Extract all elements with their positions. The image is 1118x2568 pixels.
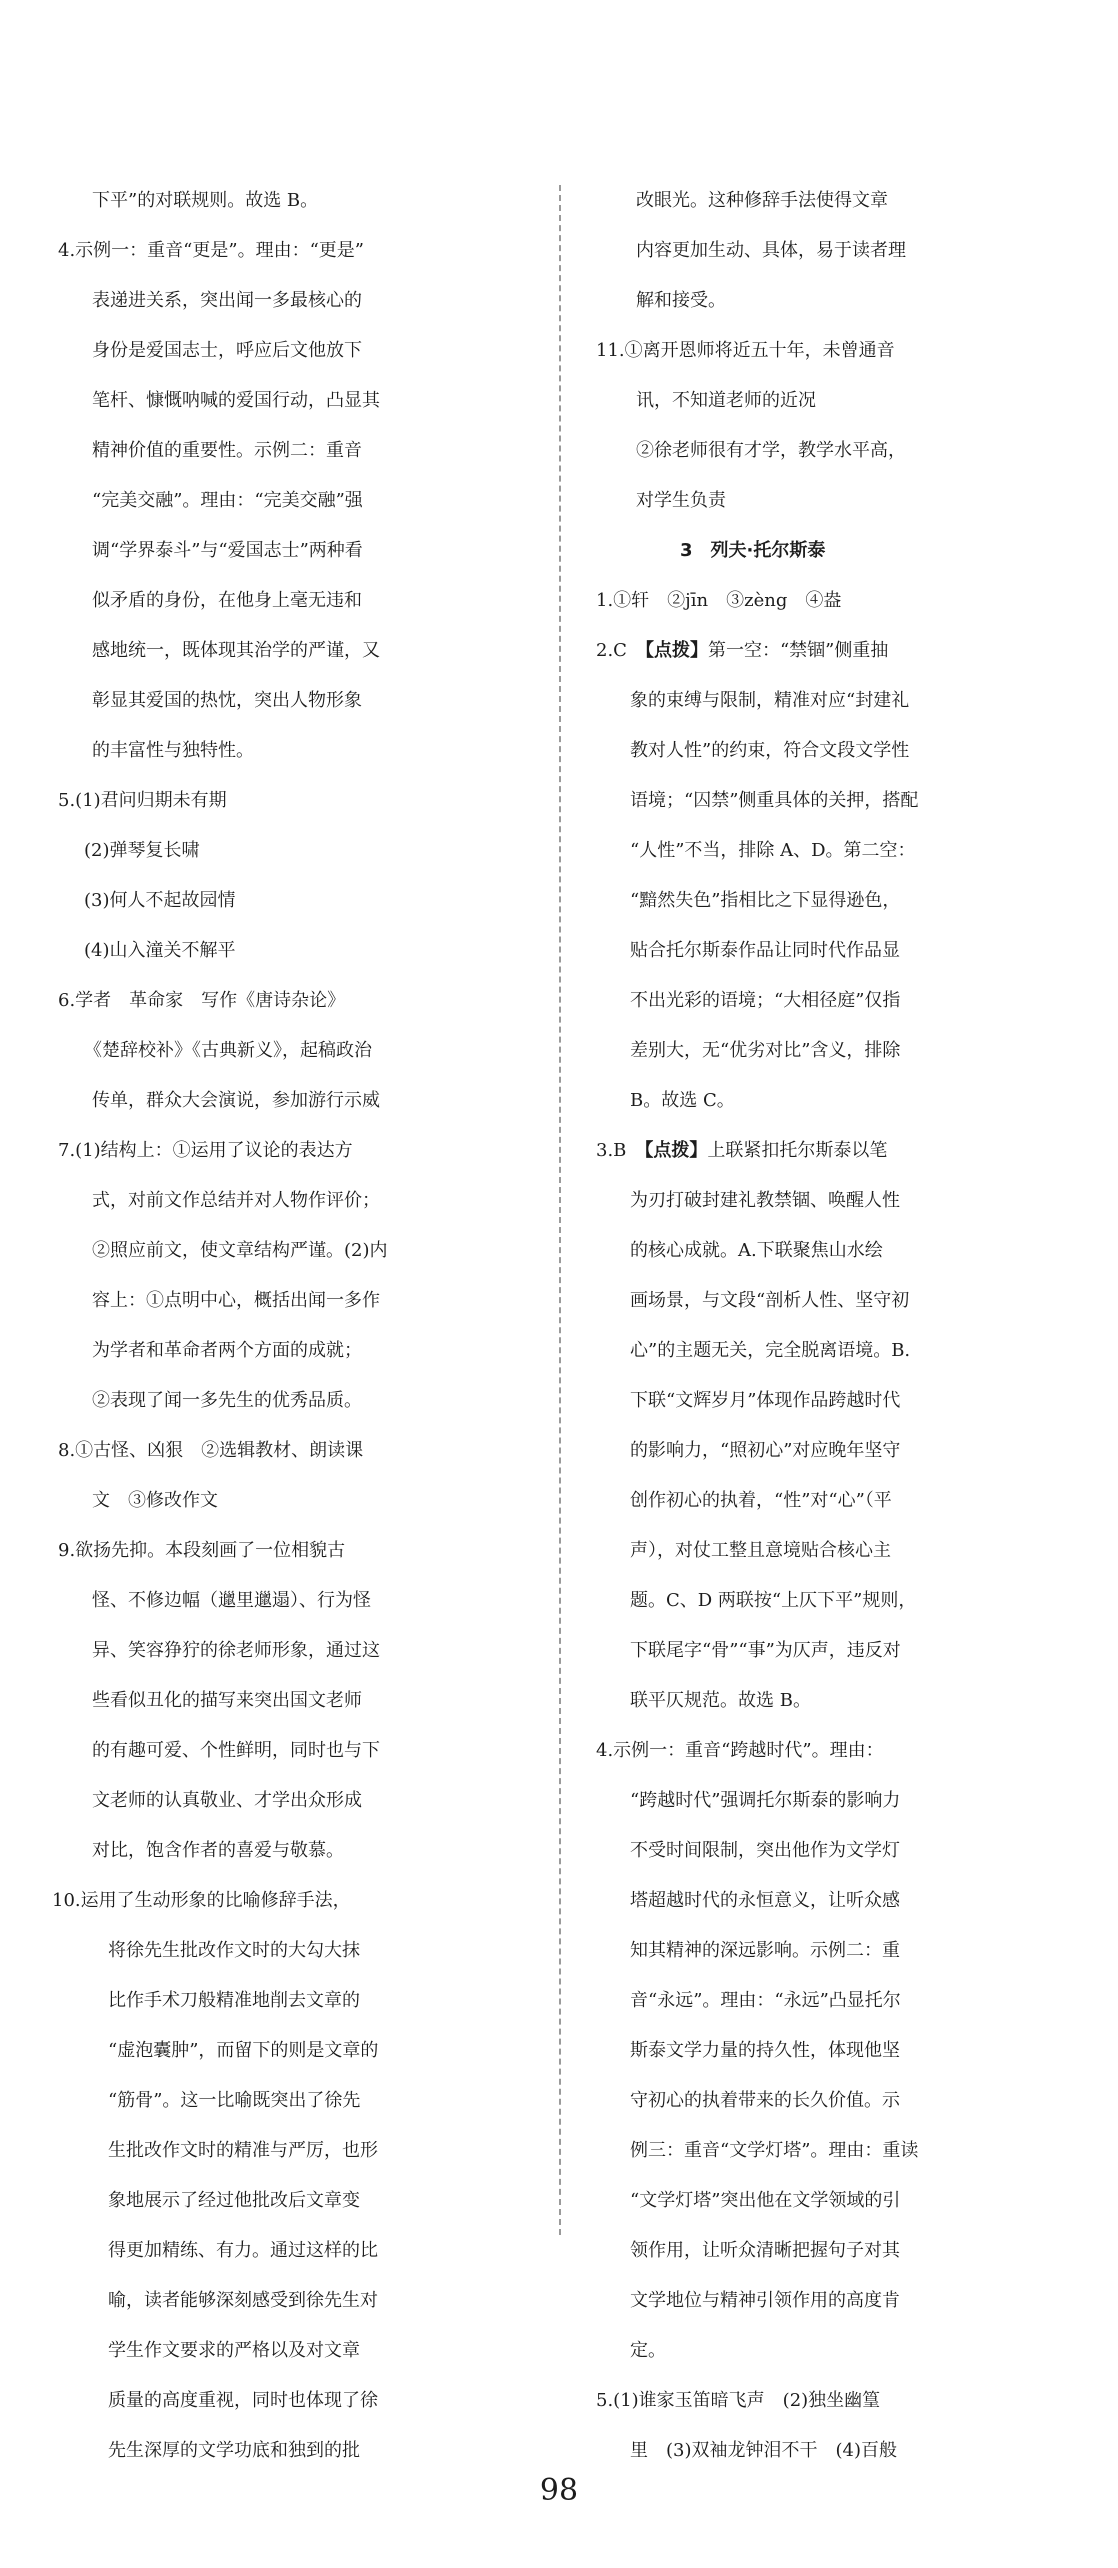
text-line: 象地展示了经过他批改后文章变: [108, 2190, 360, 2211]
text-line: 贴合托尔斯泰作品让同时代作品显: [630, 940, 900, 961]
text-line: ②照应前文，使文章结构严谨。(2)内: [92, 1240, 388, 1261]
column-divider: [559, 185, 561, 2235]
text-line: 11.①离开恩师将近五十年，未曾通音: [596, 340, 895, 361]
text-line: 异、笑容狰狞的徐老师形象，通过这: [92, 1640, 380, 1661]
text-line: 文 ③修改作文: [92, 1490, 218, 1511]
text-line: 得更加精练、有力。通过这样的比: [108, 2240, 378, 2261]
text-line: 下联尾字“骨”“事”为仄声，违反对: [630, 1640, 901, 1661]
text-line: 不出光彩的语境；“大相径庭”仅指: [630, 990, 901, 1011]
text-line: (3)何人不起故园情: [84, 890, 236, 911]
text-line: 斯泰文学力量的持久性，体现他坚: [630, 2040, 900, 2061]
text-line: 些看似丑化的描写来突出国文老师: [92, 1690, 362, 1711]
text-line: B。故选 C。: [630, 1090, 735, 1111]
text-line: 内容更加生动、具体，易于读者理: [636, 240, 906, 261]
text-line: 不受时间限制，突出他作为文学灯: [630, 1840, 900, 1861]
text-line: 题。C、D 两联按“上仄下平”规则，: [630, 1590, 917, 1611]
text-line: 对学生负责: [636, 490, 726, 511]
text-line: 领作用，让听众清晰把握句子对其: [630, 2240, 900, 2261]
text-line: 6.学者 革命家 写作《唐诗杂论》: [58, 990, 346, 1011]
text-line: 2.C 【点拨】第一空：“禁锢”侧重抽: [596, 640, 889, 661]
text-line: 3.B 【点拨】上联紧扣托尔斯泰以笔: [596, 1140, 888, 1161]
text-line: 画场景，与文段“剖析人性、坚守初: [630, 1290, 910, 1311]
text-line: 9.欲扬先抑。本段刻画了一位相貌古: [58, 1540, 346, 1561]
text-line: 4.示例一：重音“跨越时代”。理由：: [596, 1740, 884, 1761]
text-line: (2)弹琴复长啸: [84, 840, 200, 861]
text-line: “虚泡囊肿”，而留下的则是文章的: [108, 2040, 379, 2061]
text-line: 《楚辞校补》《古典新义》，起稿政治: [84, 1040, 372, 1061]
text-line: 笔杆、慷慨呐喊的爱国行动，凸显其: [92, 390, 380, 411]
text-line: 塔超越时代的永恒意义，让听众感: [630, 1890, 900, 1911]
text-line: 生批改作文时的精准与严厉，也形: [108, 2140, 378, 2161]
text-line: 守初心的执着带来的长久价值。示: [630, 2090, 900, 2111]
text-line: “筋骨”。这一比喻既突出了徐先: [108, 2090, 361, 2111]
text-line: 表递进关系，突出闻一多最核心的: [92, 290, 362, 311]
text-line: 差别大，无“优劣对比”含义，排除: [630, 1040, 901, 1061]
text-line: 声），对仗工整且意境贴合核心主: [630, 1540, 891, 1561]
text-line: “完美交融”。理由：“完美交融”强: [92, 490, 363, 511]
text-line: 解和接受。: [636, 290, 726, 311]
text-line: 似矛盾的身份，在他身上毫无违和: [92, 590, 362, 611]
text-line: “人性”不当，排除 A、D。第二空：: [630, 840, 916, 861]
text-line: 7.(1)结构上：①运用了议论的表达方: [58, 1140, 353, 1161]
text-line: 1.①轩 ②jīn ③zèng ④盎: [596, 590, 842, 611]
text-line: (4)山入潼关不解平: [84, 940, 236, 961]
text-line: 例三：重音“文学灯塔”。理由：重读: [630, 2140, 919, 2161]
text-line: 5.(1)君问归期未有期: [58, 790, 227, 811]
text-line: 式，对前文作总结并对人物作评价；: [92, 1190, 380, 1211]
text-line: 精神价值的重要性。示例二：重音: [92, 440, 362, 461]
text-line: 比作手术刀般精准地削去文章的: [108, 1990, 360, 2011]
text-line: 知其精神的深远影响。示例二：重: [630, 1940, 900, 1961]
text-line: 10.运用了生动形象的比喻修辞手法，: [52, 1890, 351, 1911]
text-line: 教对人性”的约束，符合文段文学性: [630, 740, 910, 761]
text-line: 联平仄规范。故选 B。: [630, 1690, 811, 1711]
text-line: 的核心成就。A.下联聚焦山水绘: [630, 1240, 883, 1261]
text-line: 讯，不知道老师的近况: [636, 390, 816, 411]
text-line: 文老师的认真敬业、才学出众形成: [92, 1790, 362, 1811]
text-line: 传单，群众大会演说，参加游行示威: [92, 1090, 380, 1111]
text-line: 喻，读者能够深刻感受到徐先生对: [108, 2290, 378, 2311]
text-line: 对比，饱含作者的喜爱与敬慕。: [92, 1840, 344, 1861]
text-line: 音“永远”。理由：“永远”凸显托尔: [630, 1990, 901, 2011]
text-line: 语境；“囚禁”侧重具体的关押，搭配: [630, 790, 919, 811]
text-line: 先生深厚的文学功底和独到的批: [108, 2440, 360, 2461]
text-line: 将徐先生批改作文时的大勾大抹: [108, 1940, 360, 1961]
text-line: 定。: [630, 2340, 666, 2361]
text-line: 8.①古怪、凶狠 ②选辑教材、朗读课: [58, 1440, 364, 1461]
text-line: 质量的高度重视，同时也体现了徐: [108, 2390, 378, 2411]
page-number: 98: [539, 2473, 579, 2508]
text-line: 创作初心的执着，“性”对“心”（平: [630, 1490, 892, 1511]
text-line: 感地统一，既体现其治学的严谨，又: [92, 640, 380, 661]
text-line: 彰显其爱国的热忱，突出人物形象: [92, 690, 362, 711]
text-line: 的影响力，“照初心”对应晚年坚守: [630, 1440, 901, 1461]
text-line: 5.(1)谁家玉笛暗飞声 (2)独坐幽篁: [596, 2390, 881, 2411]
text-line: 为学者和革命者两个方面的成就；: [92, 1340, 362, 1361]
text-line: 容上：①点明中心，概括出闻一多作: [92, 1290, 380, 1311]
text-line: 文学地位与精神引领作用的高度肯: [630, 2290, 900, 2311]
text-line: 象的束缚与限制，精准对应“封建礼: [630, 690, 910, 711]
text-line: “跨越时代”强调托尔斯泰的影响力: [630, 1790, 901, 1811]
text-line: 下联“文辉岁月”体现作品跨越时代: [630, 1390, 901, 1411]
text-line: ②表现了闻一多先生的优秀品质。: [92, 1390, 362, 1411]
text-line: 为刃打破封建礼教禁锢、唤醒人性: [630, 1190, 900, 1211]
text-line: 里 (3)双袖龙钟泪不干 (4)百般: [630, 2440, 897, 2461]
text-line: 4.示例一：重音“更是”。理由：“更是”: [58, 240, 364, 261]
text-line: 的丰富性与独特性。: [92, 740, 254, 761]
text-line: “文学灯塔”突出他在文学领域的引: [630, 2190, 901, 2211]
text-line: 下平”的对联规则。故选 B。: [92, 190, 319, 211]
text-line: ②徐老师很有才学，教学水平高，: [636, 440, 906, 461]
text-line: 改眼光。这种修辞手法使得文章: [636, 190, 888, 211]
section-title: 3 列夫·托尔斯泰: [680, 540, 826, 561]
text-line: 学生作文要求的严格以及对文章: [108, 2340, 360, 2361]
text-line: 身份是爱国志士，呼应后文他放下: [92, 340, 362, 361]
text-line: 怪、不修边幅（邋里邋遢）、行为怪: [92, 1590, 371, 1611]
text-line: 的有趣可爱、个性鲜明，同时也与下: [92, 1740, 380, 1761]
text-line: “黯然失色”指相比之下显得逊色，: [630, 890, 901, 911]
text-line: 调“学界泰斗”与“爱国志士”两种看: [92, 540, 363, 561]
text-line: 心”的主题无关，完全脱离语境。B.: [630, 1340, 911, 1361]
